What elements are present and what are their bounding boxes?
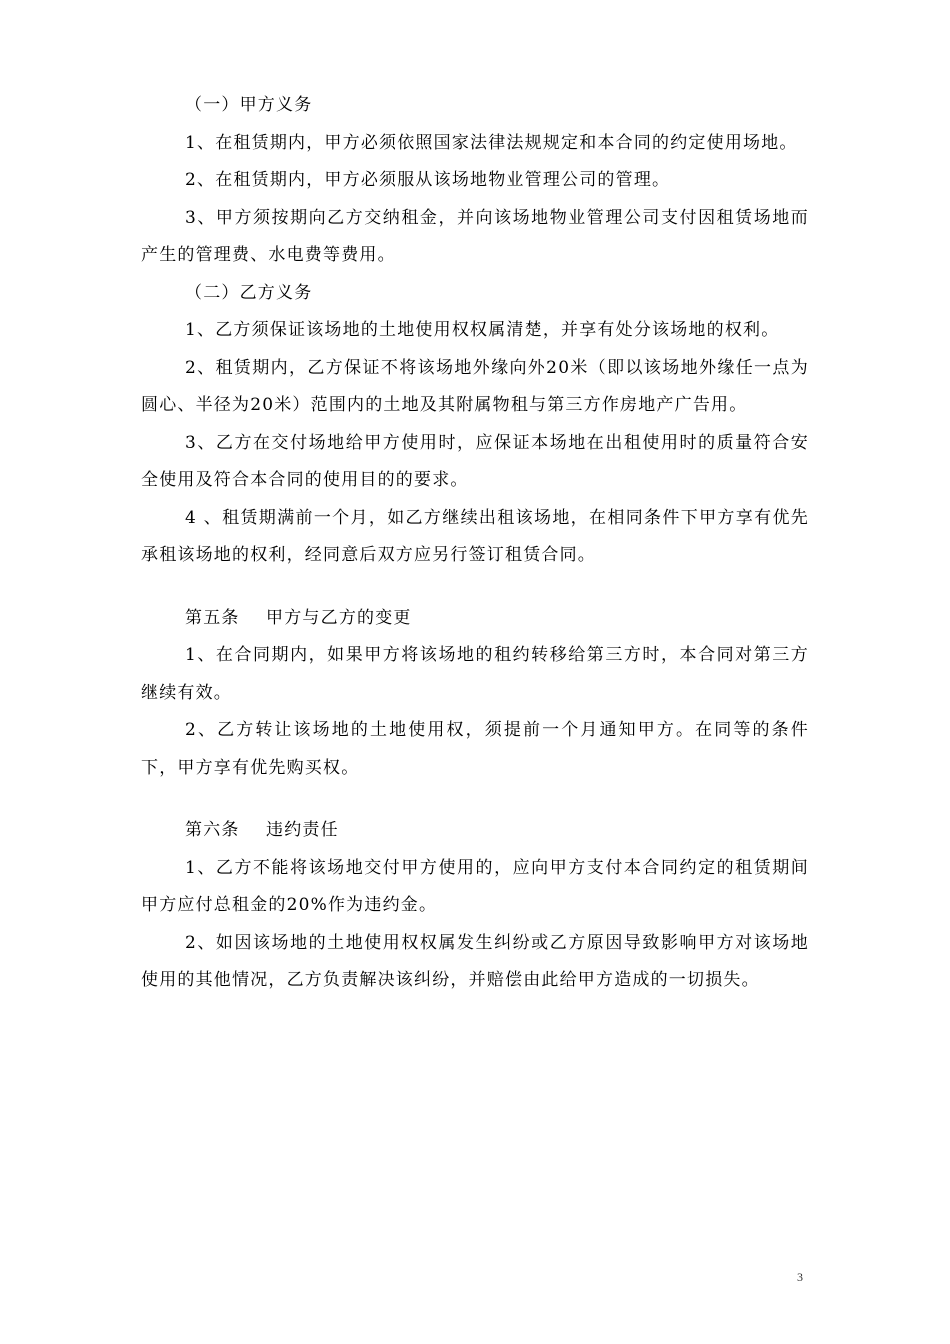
article-5-heading: 第五条 甲方与乙方的变更 xyxy=(185,607,412,628)
paragraph: 2、乙方转让该场地的土地使用权，须提前一个月通知甲方。在同等的条件下，甲方享有优先购买权。 xyxy=(141,720,809,778)
paragraph: 1、在租赁期内，甲方必须依照国家法律法规规定和本合同的约定使用场地。 xyxy=(185,132,798,153)
paragraph: 3、乙方在交付场地给甲方使用时，应保证本场地在出租使用时的质量符合安全使用及符合本合同的使用目的的要求。 xyxy=(141,432,809,490)
paragraph: 1、在合同期内，如果甲方将该场地的租约转移给第三方时，本合同对第三方继续有效。 xyxy=(141,645,809,703)
paragraph: 2、租赁期内，乙方保证不将该场地外缘向外20米（即以该场地外缘任一点为圆心、半径为20米）范围内的土地及其附属物租与第三方作房地产广告用。 xyxy=(141,357,809,415)
paragraph: 4 、租赁期满前一个月，如乙方继续出租该场地，在相同条件下甲方享有优先承租该场地的权利，经同意后双方应另行签订租赁合同。 xyxy=(141,507,809,565)
paragraph: 1、乙方不能将该场地交付甲方使用的，应向甲方支付本合同约定的租赁期间甲方应付总租金的20%作为违约金。 xyxy=(141,857,809,915)
article-6-heading: 第六条 违约责任 xyxy=(185,820,339,840)
page-number: 3 xyxy=(797,1270,803,1284)
paragraph: 1、乙方须保证该场地的土地使用权权属清楚，并享有处分该场地的权利。 xyxy=(185,320,780,340)
spacer xyxy=(141,575,809,600)
document-body xyxy=(141,87,809,1000)
section-heading-party-b-obligations: （二）乙方义务 xyxy=(185,282,313,303)
paragraph: 3、甲方须按期向乙方交纳租金，并向该场地物业管理公司支付因租赁场地而产生的管理费、水电费等费用。 xyxy=(141,207,809,265)
section-heading-party-a-obligations: （一）甲方义务 xyxy=(185,95,313,115)
paragraph: 2、在租赁期内，甲方必须服从该场地物业管理公司的管理。 xyxy=(185,170,671,190)
spacer xyxy=(141,787,809,812)
paragraph: 2、如因该场地的土地使用权权属发生纠纷或乙方原因导致影响甲方对该场地使用的其他情况，乙方负责解决该纠纷，并赔偿由此给甲方造成的一切损失。 xyxy=(141,932,809,990)
